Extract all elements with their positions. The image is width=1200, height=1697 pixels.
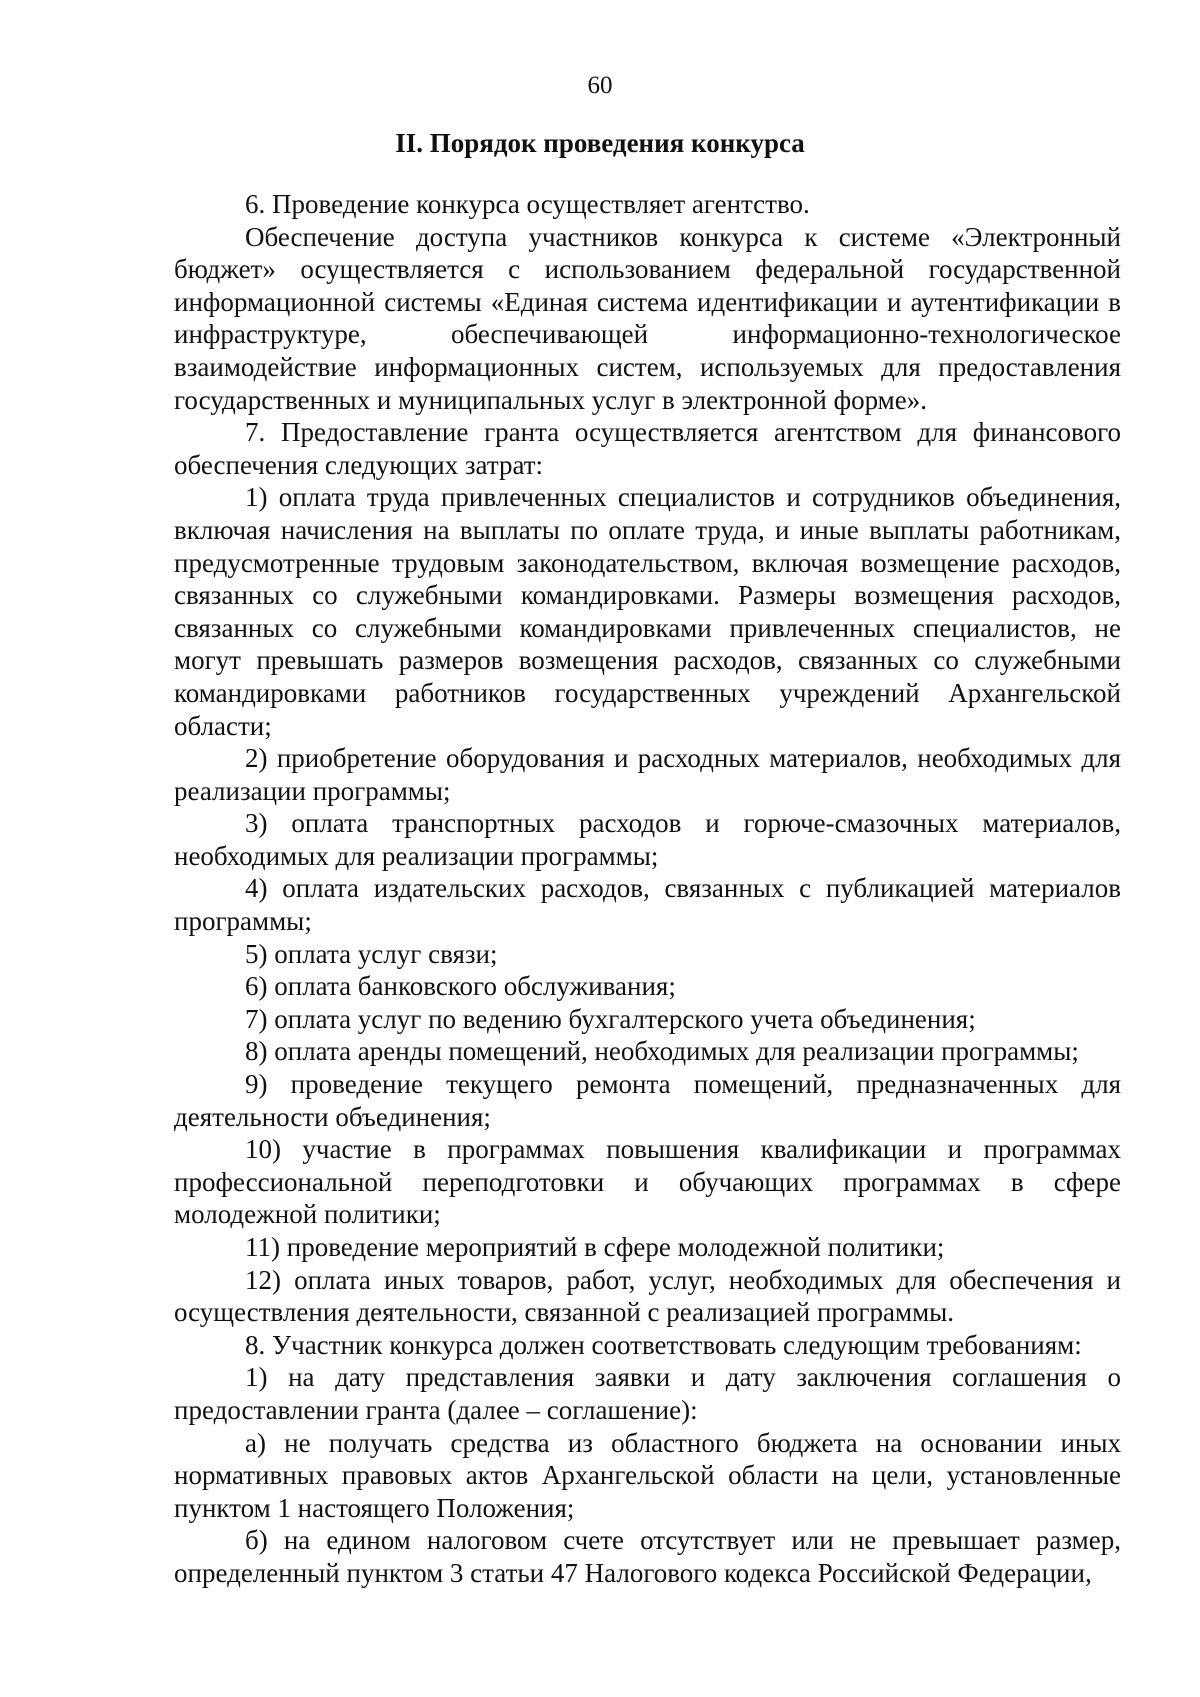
paragraph-item-6: 6. Проведение конкурса осуществляет агентство. — [245, 189, 810, 219]
list-item-expense-9: 9) проведение текущего ремонта помещений, предназначенных для деятельности объединения; — [174, 1069, 1121, 1132]
list-item-requirement-b: б) на едином налоговом счете отсутствует или не превышает размер, определенный пунктом 3 статьи 47 Налогового кодекса Российской Федерации, — [174, 1525, 1121, 1588]
list-item-expense-8: 8) оплата аренды помещений, необходимых для реализации программы; — [245, 1036, 1079, 1067]
page-number: 60 — [587, 72, 613, 99]
list-item-requirement-a: а) не получать средства из областного бюджета на основании иных нормативных правовых актов Архангельской области на цели, установленные пунктом 1 настоящего Положения; — [174, 1427, 1121, 1523]
list-item-expense-12: 12) оплата иных товаров, работ, услуг, необходимых для обеспечения и осуществления деятельности, связанной с реализацией программы. — [174, 1264, 1121, 1328]
list-item-expense-3: 3) оплата транспортных расходов и горюче-смазочных материалов, необходимых для реализации программы; — [174, 808, 1121, 871]
paragraph-item-7: 7. Предоставление гранта осуществляется агентством для финансового обеспечения следующих затрат: — [174, 417, 1121, 480]
list-item-expense-10: 10) участие в программах повышения квалификации и программах профессиональной переподготовки и обучающих программах в сфере молодежной политики; — [174, 1134, 1121, 1230]
document-body — [174, 188, 1121, 1590]
list-item-requirement-1: 1) на дату представления заявки и дату заключения соглашения о предоставлении гранта (далее – соглашение): — [174, 1362, 1121, 1425]
paragraph-item-8: 8. Участник конкурса должен соответствовать следующим требованиям: — [245, 1329, 1082, 1360]
list-item-expense-5: 5) оплата услуг связи; — [245, 938, 498, 969]
section-heading: II. Порядок проведения конкурса — [395, 128, 805, 158]
list-item-expense-2: 2) приобретение оборудования и расходных материалов, необходимых для реализации программы; — [174, 743, 1121, 806]
list-item-expense-7: 7) оплата услуг по ведению бухгалтерского учета объединения; — [245, 1003, 976, 1034]
list-item-expense-11: 11) проведение мероприятий в сфере молодежной политики; — [245, 1232, 945, 1262]
list-item-expense-1: 1) оплата труда привлеченных специалистов и сотрудников объединения, включая начисления на выплаты по оплате труда, и иные выплаты работникам, предусмотренные трудовым законодательством, включая возмещение расходов, связанных со служебными командировками. Размеры возмещения расходов, связанных со служебными командировками привлеченных специалистов, не могут превышать размеров возмещения расходов, связанных со служебными командировками работников государственных учреждений Архангельской области; — [174, 482, 1121, 741]
list-item-expense-4: 4) оплата издательских расходов, связанных с публикацией материалов программы; — [174, 873, 1121, 937]
list-item-expense-6: 6) оплата банковского обслуживания; — [245, 971, 676, 1002]
paragraph-electronic-budget-access: Обеспечение доступа участников конкурса к системе «Электронный бюджет» осуществляется с использованием федеральной государственной информационной системы «Единая система идентификации и аутентификации в инфраструктуре, обеспечивающей информационно-технологическое взаимодействие информационных систем, используемых для предоставления государственных и муниципальных услуг в электронной форме». — [174, 221, 1121, 415]
